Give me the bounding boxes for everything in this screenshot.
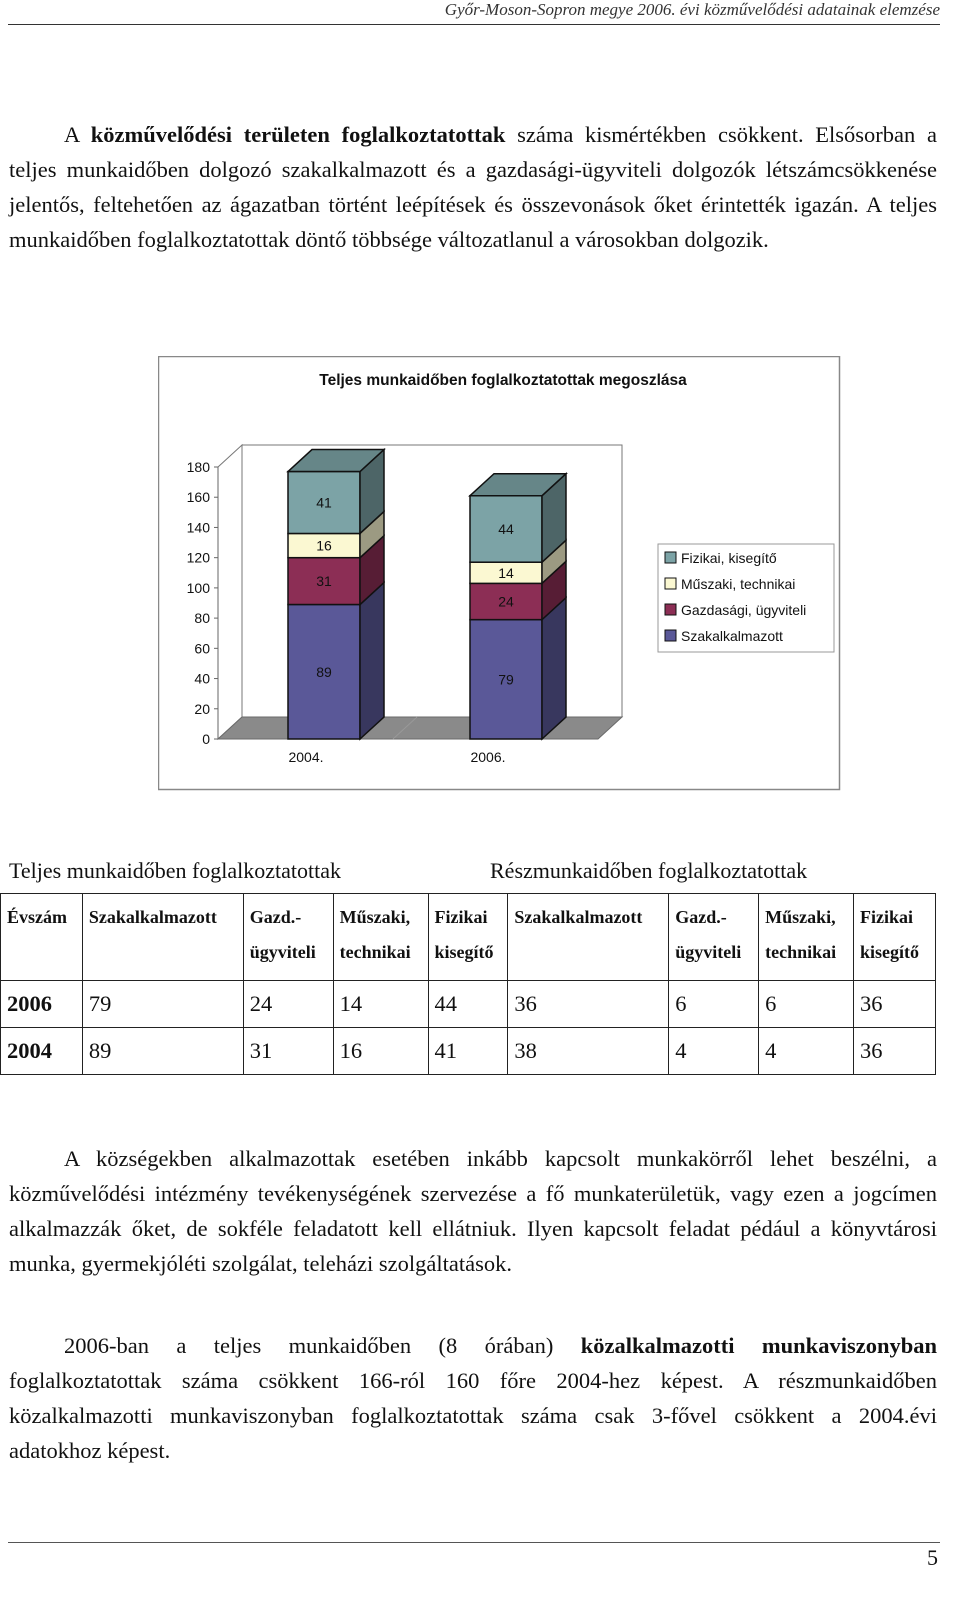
table-header-text: ügyviteli (249, 942, 316, 962)
legend-swatch (665, 552, 676, 563)
villages-text: A községekben alkalmazottak esetében inkább kapcsolt munkakörről lehet beszélni, a közművelődési intézmény tevékenységének szervezése a fő munkaterületük, vagy ezen a jogcímen alkalmazzák őket, de sokféle feladatott kell ellátniuk. Ilyen kapcsolt feladat pédául a könyvtárosi munka, gyermekjóléti szolgálat, teleházi szolgáltatások. (9, 1146, 937, 1276)
y-axis-tick-label: 20 (194, 700, 210, 717)
table-cell: 6 (669, 981, 759, 1028)
y-axis-tick-label: 0 (202, 731, 210, 747)
legend-label: Műszaki, technikai (681, 576, 796, 592)
table-header-cell (669, 894, 759, 981)
bar-data-label: 14 (498, 564, 514, 581)
table-header-cell (508, 894, 669, 981)
table-cell: 14 (333, 981, 428, 1028)
table-header-text: Gazd.- (249, 907, 302, 927)
page-header: Győr-Moson-Sopron megye 2006. évi közművelődési adatainak elemzése (444, 0, 940, 19)
table-header-text: kisegítő (860, 942, 920, 962)
y-axis-tick-label: 60 (194, 640, 210, 657)
table-header-text: Műszaki, (339, 907, 411, 927)
bar-data-label: 79 (498, 671, 514, 688)
table-cell: 16 (333, 1028, 428, 1075)
y-axis-tick-label: 100 (186, 579, 210, 596)
bar-data-label: 24 (498, 593, 514, 610)
table-header-cell (854, 894, 936, 981)
table-header-text: Évszám (7, 907, 67, 927)
chart-side-wall (218, 445, 242, 739)
table-year-cell: 2004 (1, 1028, 83, 1075)
y-axis-tick-label: 160 (186, 489, 210, 506)
table-cell: 31 (243, 1028, 333, 1075)
y-axis-tick-label: 40 (194, 670, 210, 687)
table-cell: 24 (243, 981, 333, 1028)
table-header-text: Szakalkalmazott (514, 907, 643, 927)
y-axis-tick-label: 120 (186, 549, 210, 566)
legend-label: Fizikai, kisegítő (681, 550, 777, 566)
stacked-bar-chart (158, 356, 841, 796)
table-row (1, 1028, 936, 1075)
table-cell: 36 (854, 981, 936, 1028)
public-bold: közalkalmazotti munkaviszonyban (580, 1333, 937, 1358)
table-header-text: Fizikai (434, 907, 488, 927)
table-cell: 36 (508, 981, 669, 1028)
bar-data-label: 89 (316, 663, 332, 680)
bar-data-label: 41 (316, 494, 332, 511)
villages-paragraph (9, 1141, 937, 1281)
table-header-text: Műszaki, (765, 907, 836, 927)
intro-bold: közművelődési területen foglalkoztatottak (90, 122, 506, 147)
table-header-text: technikai (765, 942, 837, 962)
table-cell: 44 (428, 981, 508, 1028)
y-axis-tick-label: 140 (186, 519, 210, 536)
bar-segment-side (542, 598, 566, 739)
employment-table (0, 893, 936, 1075)
table-cell: 38 (508, 1028, 669, 1075)
table-header-cell (1, 894, 83, 981)
table-header-text: Szakalkalmazott (88, 907, 217, 927)
table-header-text: ügyviteli (675, 942, 742, 962)
table-year-cell: 2006 (1, 981, 83, 1028)
table-header-cell (759, 894, 854, 981)
legend-label: Szakalkalmazott (681, 628, 783, 644)
table-header-cell (333, 894, 428, 981)
header-divider (8, 24, 940, 25)
intro-part1: A (64, 122, 91, 147)
table-caption-part-time: Részmunkaidőben foglalkoztatottak (490, 858, 808, 883)
table-header-cell (82, 894, 243, 981)
table-caption-full-time: Teljes munkaidőben foglalkoztatottak (9, 858, 342, 883)
intro-part2: száma kismértékben csökkent. Elsősorban a teljes munkaidőben dolgozó szakalkalmazott és a gazdasági-ügyviteli dolgozók létszámcsökkenése jelentős, feltehetően az ágazatban történt leépítések és összevonások őket érintették igazán. A teljes munkaidőben foglalkoztatottak döntő többsége változatlanul a városokban dolgozik. (9, 122, 937, 252)
legend-swatch (665, 578, 676, 589)
x-axis-category-label: 2006. (470, 749, 506, 765)
table-cell: 79 (82, 981, 243, 1028)
y-axis-tick-label: 180 (186, 459, 210, 475)
table-header-cell (243, 894, 333, 981)
table-cell: 4 (669, 1028, 759, 1075)
table-row (1, 981, 936, 1028)
intro-paragraph (9, 117, 937, 257)
chart-title: Teljes munkaidőben foglalkoztatottak megoszlása (319, 372, 687, 389)
table-cell: 41 (428, 1028, 508, 1075)
x-axis-category-label: 2004. (288, 749, 324, 765)
table-cell: 89 (82, 1028, 243, 1075)
table-header-text: Fizikai (860, 907, 914, 927)
table-header-text: Gazd.- (675, 907, 727, 927)
page-number: 5 (927, 1545, 938, 1570)
table-header-row (1, 894, 936, 981)
table-header-text: technikai (339, 942, 411, 962)
bar-data-label: 44 (498, 520, 514, 537)
public-part2: foglalkoztatottak száma csökkent 166-ról 160 főre 2004-hez képest. A részmunkaidőben közalkalmazotti munkaviszonyban foglalkoztatottak száma csak 3-fővel csökkent a 2004.évi adatokhoz képest. (9, 1368, 937, 1463)
chart-legend (658, 544, 834, 652)
bar-segment-side (360, 583, 384, 739)
table-cell: 4 (759, 1028, 854, 1075)
table-header-text: kisegítő (434, 942, 494, 962)
table-header-cell (428, 894, 508, 981)
table-cell: 6 (759, 981, 854, 1028)
public-part1: 2006-ban a teljes munkaidőben (8 órában) (64, 1333, 581, 1358)
legend-label: Gazdasági, ügyviteli (681, 602, 807, 618)
legend-swatch (665, 604, 676, 615)
legend-swatch (665, 630, 676, 641)
bar-data-label: 31 (316, 573, 332, 590)
public-employment-paragraph (9, 1328, 937, 1468)
footer-divider (8, 1542, 940, 1543)
y-axis-tick-label: 80 (194, 610, 210, 627)
table-cell: 36 (854, 1028, 936, 1075)
bar-data-label: 16 (316, 537, 332, 554)
